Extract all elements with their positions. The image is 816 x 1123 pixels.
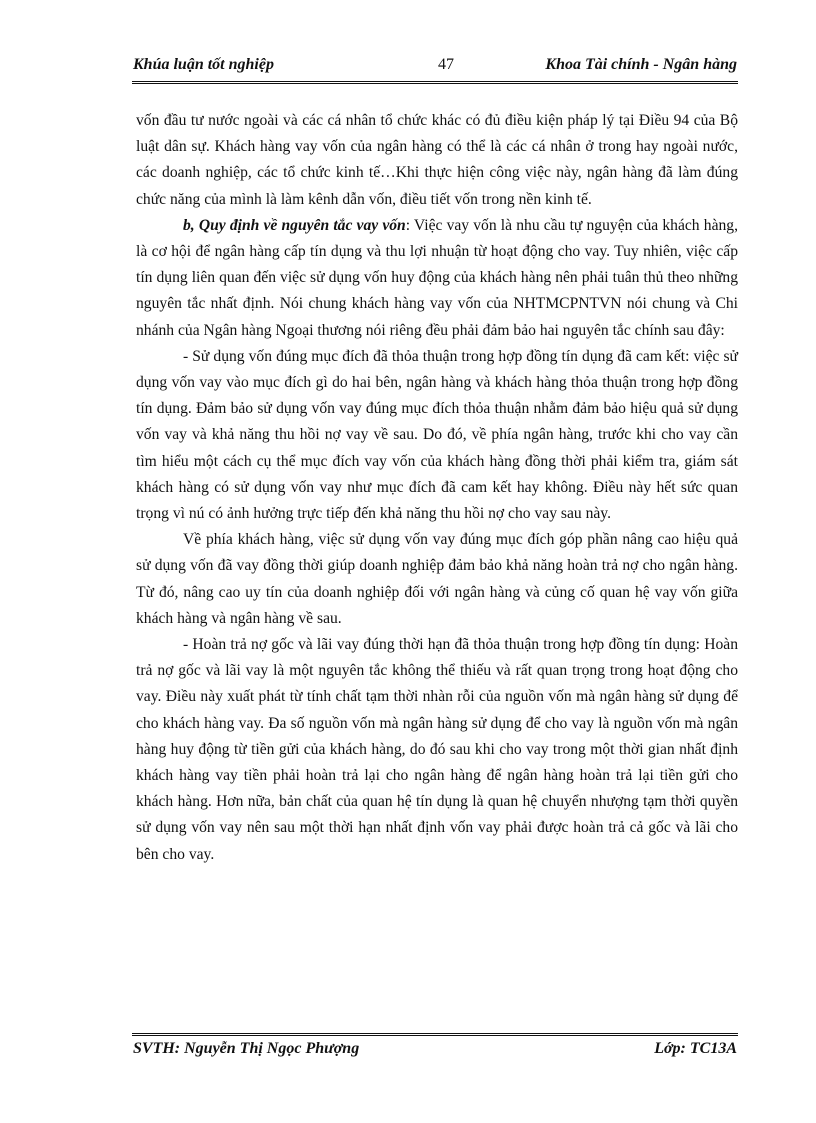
- page-header: [133, 56, 737, 80]
- header-rule: [132, 81, 738, 84]
- paragraph-3: - Sử dụng vốn đúng mục đích đã thỏa thuận trong hợp đồng tín dụng đã cam kết: việc sử dụng vốn vay vào mục đích gì do hai bên, ngân hàng và khách hàng thỏa thuận trong hợp đồng tín dụng. Đảm bảo sử dụng vốn vay đúng mục đích thỏa thuận nhằm đảm bảo hiệu quả sử dụng vốn vay và khả năng thu hồi nợ vay về sau. Do đó, về phía ngân hàng, trước khi cho vay cần tìm hiểu một cách cụ thể mục đích vay vốn của khách hàng đồng thời phải kiểm tra, giám sát khách hàng có sử dụng vốn vay như mục đích đã cam kết hay không. Điều này hết sức quan trọng vì nú có ảnh hưởng trực tiếp đến khả năng thu hồi nợ cho vay sau này.: [136, 347, 738, 523]
- page-body: [136, 108, 738, 868]
- page-number: 47: [438, 56, 454, 73]
- footer-rule: [132, 1033, 738, 1036]
- paragraph-1: vốn đầu tư nước ngoài và các cá nhân tổ chức khác có đủ điều kiện pháp lý tại Điều 94 của Bộ luật dân sự. Khách hàng vay vốn của ngân hàng có thể là các cá nhân ở trong hay ngoài nước, các doanh nghiệp, các tổ chức kinh tế…Khi thực hiện công việc này, ngân hàng đã làm đúng chức năng của mình là làm kênh dẫn vốn, điều tiết vốn trong nền kinh tế.: [136, 112, 738, 208]
- footer-student: SVTH: Nguyễn Thị Ngọc Phượng: [133, 1040, 360, 1057]
- footer-class: Lớp: TC13A: [654, 1040, 737, 1057]
- paragraph-2-text: : Việc vay vốn là nhu cầu tự nguyện của khách hàng, là cơ hội để ngân hàng cấp tín dụng và thu lợi nhuận từ hoạt động cho vay. Tuy nhiên, việc cấp tín dụng liên quan đến việc sử dụng vốn huy động của khách hàng nên phải tuân thủ theo những nguyên tắc nhất định. Nói chung khách hàng vay vốn của NHTMCPNTVN nói chung và Chi nhánh của Ngân hàng Ngoại thương nói riêng đều phải đảm bảo hai nguyên tắc chính sau đây:: [136, 216, 738, 339]
- header-faculty: Khoa Tài chính - Ngân hàng: [545, 56, 737, 73]
- section-heading-b: b, Quy định về nguyên tắc vay vốn: [183, 216, 406, 234]
- page-footer: [133, 1040, 737, 1064]
- paragraph-5: - Hoàn trả nợ gốc và lãi vay đúng thời hạn đã thỏa thuận trong hợp đồng tín dụng: Hoàn trả nợ gốc và lãi vay là một nguyên tắc không thể thiếu và rất quan trọng trong hoạt động cho vay. Điều này xuất phát từ tính chất tạm thời nhàn rỗi của nguồn vốn mà ngân hàng sử dụng để cho khách hàng vay. Đa số nguồn vốn mà ngân hàng sử dụng để cho vay là nguồn vốn mà ngân hàng huy động từ tiền gửi của khách hàng, do đó sau khi cho vay trong một thời gian nhất định khách hàng vay tiền phải hoàn trả lại cho ngân hàng để ngân hàng hoàn trả lại tiền gửi cho khách hàng. Hơn nữa, bản chất của quan hệ tín dụng là quan hệ chuyển nhượng tạm thời quyền sử dụng vốn vay nên sau một thời hạn nhất định vốn vay phải được hoàn trả cả gốc và lãi cho bên cho vay.: [136, 636, 738, 863]
- paragraph-2: [136, 213, 738, 344]
- header-thesis-title: Khúa luận tốt nghiệp: [133, 56, 274, 73]
- paragraph-4: Về phía khách hàng, việc sử dụng vốn vay đúng mục đích góp phần nâng cao hiệu quả sử dụng vốn đã vay đồng thời giúp doanh nghiệp đảm bảo khả năng hoàn trả nợ cho ngân hàng. Từ đó, nâng cao uy tín của doanh nghiệp đối với ngân hàng và củng cố quan hệ vay vốn giữa khách hàng và ngân hàng về sau.: [136, 531, 738, 627]
